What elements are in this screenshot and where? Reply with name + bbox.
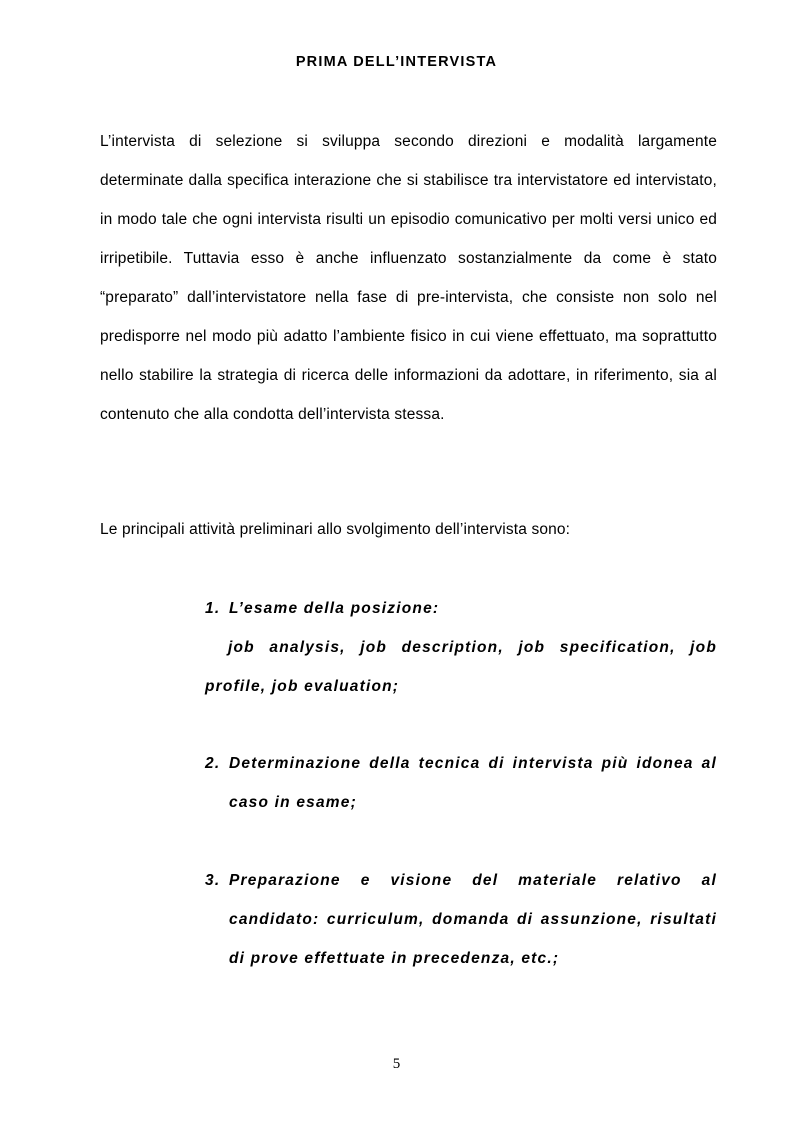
list-item [205, 589, 717, 706]
list-item [205, 744, 717, 822]
list-item-detail: job analysis, job description, job specification, job profile, job evaluation; [205, 639, 717, 695]
list-item-number: 3. [205, 872, 221, 889]
activity-list-item-2 [205, 744, 717, 822]
list-item-text: Preparazione e visione del materiale relativo al candidato: curriculum, domanda di assunzione, risultati di prove effettuate in precedenza, etc.; [229, 872, 717, 967]
list-item-number: 1. [205, 600, 221, 617]
activities-intro-paragraph: Le principali attività preliminari allo svolgimento dell’intervista sono: [100, 521, 571, 538]
intro-paragraph: L’intervista di selezione si sviluppa secondo direzioni e modalità largamente determinate dalla specifica interazione che si stabilisce tra intervistatore ed intervistato, in modo tale che ogni intervista risulti un episodio comunicativo per molti versi unico ed irripetibile. Tuttavia esso è anche influenzato sostanzialmente da come è stato “preparato” dall’intervistatore nella fase di pre-intervista, che consiste non solo nel predisporre nel modo più adatto l’ambiente fisico in cui viene effettuato, ma soprattutto nello stabilire la strategia di ricerca delle informazioni da adottare, in riferimento, sia al contenuto che alla condotta dell’intervista stessa. [100, 133, 717, 423]
list-item-number: 2. [205, 755, 221, 772]
page-number: 5 [392, 1056, 401, 1072]
list-item [205, 861, 717, 978]
list-item-text: Determinazione della tecnica di intervista più idonea al caso in esame; [229, 755, 717, 811]
activity-list-item-3 [205, 861, 717, 978]
list-item-heading: L’esame della posizione: [229, 600, 440, 617]
activity-list-item-1 [205, 589, 717, 706]
page-title: PRIMA DELL’INTERVISTA [295, 54, 498, 70]
